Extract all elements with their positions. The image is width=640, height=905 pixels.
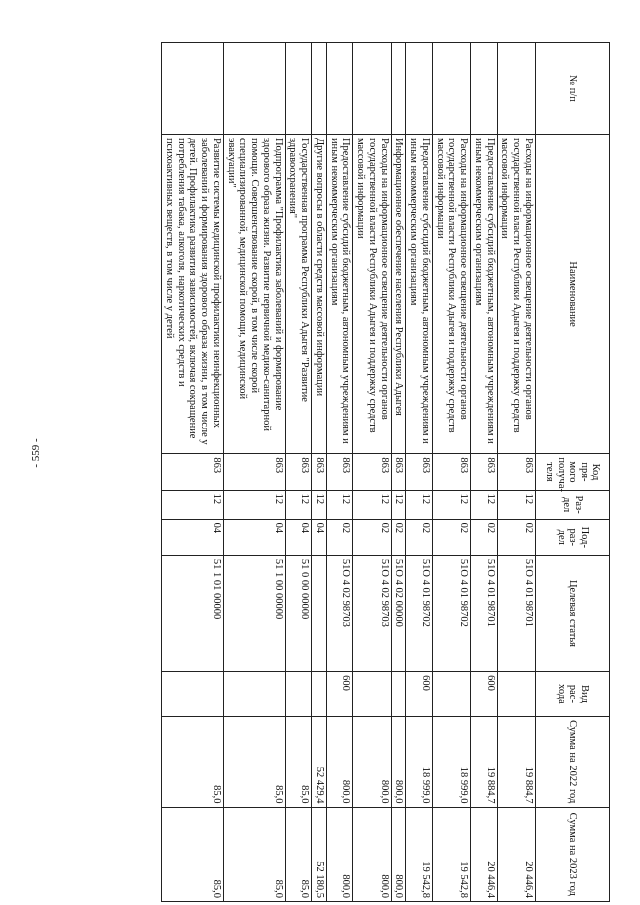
cell-name: Государственная программа Республики Адыгея "Развитие здравоохранения" — [285, 134, 312, 453]
page-number — [30, 438, 42, 468]
cell-article: 51О 4 01 98702 — [406, 555, 433, 671]
header-row — [536, 43, 610, 902]
cell-name: Другие вопросы в области средств массовой информации — [312, 134, 327, 453]
cell-article: 51О 4 01 98701 — [497, 555, 535, 671]
rotated-content — [60, 42, 610, 902]
table-row — [497, 43, 535, 902]
table-row — [433, 43, 471, 902]
cell-podrazdel: 02 — [353, 519, 391, 555]
table-row — [406, 43, 433, 902]
cell-name: Развитие системы медицинской профилактики неинфекционных заболеваний и формирования здорового образа жизни, в том числе у детей. Профилактика развития зависимостей, включая сокращение потребления табака, алкоголя, наркотических средств и психоактивных веществ, в том числе у детей — [162, 134, 224, 453]
cell-razdel: 12 — [224, 490, 286, 519]
cell-num — [406, 43, 433, 135]
table-row — [312, 43, 327, 902]
cell-code: 863 — [497, 454, 535, 490]
cell-sum-2022: 52 429,4 — [312, 716, 327, 807]
header-sum-2022: Сумма на 2022 год — [536, 716, 610, 807]
page-number-text: - 559 - — [30, 438, 42, 468]
cell-article: 51 0 00 00000 — [285, 555, 312, 671]
cell-name: Расходы на информационное освещение деятельности органов государственной власти Республики Адыгея и поддержку средств массовой информации — [353, 134, 391, 453]
cell-expense-type: 600 — [406, 672, 433, 717]
cell-expense-type — [162, 672, 224, 717]
cell-razdel: 12 — [406, 490, 433, 519]
cell-code: 863 — [406, 454, 433, 490]
cell-expense-type: 600 — [327, 672, 354, 717]
cell-num — [312, 43, 327, 135]
cell-podrazdel: 02 — [497, 519, 535, 555]
cell-code: 863 — [162, 454, 224, 490]
cell-sum-2023: 19 542,8 — [406, 807, 433, 901]
cell-sum-2022: 85,0 — [285, 716, 312, 807]
cell-name: Предоставление субсидий бюджетным, автономным учреждениям и иным некоммерческим организациям — [327, 134, 354, 453]
cell-razdel: 12 — [471, 490, 498, 519]
cell-article: 51О 4 01 98702 — [433, 555, 471, 671]
cell-sum-2022: 18 999,0 — [406, 716, 433, 807]
cell-expense-type — [224, 672, 286, 717]
header-article: Целевая статья — [536, 555, 610, 671]
cell-podrazdel: 02 — [391, 519, 406, 555]
cell-num — [327, 43, 354, 135]
cell-name: Информационное обеспечение населения Республики Адыгея — [391, 134, 406, 453]
cell-sum-2023: 85,0 — [162, 807, 224, 901]
cell-podrazdel: 04 — [312, 519, 327, 555]
cell-sum-2023: 85,0 — [285, 807, 312, 901]
cell-num — [224, 43, 286, 135]
cell-article: 51 1 00 00000 — [224, 555, 286, 671]
cell-sum-2023: 800,0 — [327, 807, 354, 901]
cell-podrazdel: 04 — [162, 519, 224, 555]
table-row — [285, 43, 312, 902]
cell-code: 863 — [391, 454, 406, 490]
cell-code: 863 — [353, 454, 391, 490]
table-row — [353, 43, 391, 902]
cell-sum-2023: 800,0 — [391, 807, 406, 901]
cell-razdel: 12 — [391, 490, 406, 519]
cell-code: 863 — [433, 454, 471, 490]
cell-sum-2023: 19 542,8 — [433, 807, 471, 901]
cell-razdel: 12 — [353, 490, 391, 519]
cell-num — [285, 43, 312, 135]
cell-code: 863 — [327, 454, 354, 490]
cell-expense-type — [391, 672, 406, 717]
cell-expense-type: 600 — [471, 672, 498, 717]
cell-podrazdel: 02 — [471, 519, 498, 555]
cell-razdel: 12 — [285, 490, 312, 519]
table-row — [162, 43, 224, 902]
cell-num — [162, 43, 224, 135]
header-code: Код пря-мого получа-теля — [536, 454, 610, 490]
cell-name: Расходы на информационное освещение деятельности органов государственной власти Республики Адыгея и поддержку средств массовой информации — [433, 134, 471, 453]
cell-podrazdel: 02 — [406, 519, 433, 555]
header-sum-2023: Сумма на 2023 год — [536, 807, 610, 901]
cell-podrazdel: 04 — [285, 519, 312, 555]
cell-razdel: 12 — [433, 490, 471, 519]
cell-razdel: 12 — [162, 490, 224, 519]
table-row — [471, 43, 498, 902]
rotated-page — [60, 42, 610, 902]
cell-sum-2023: 20 446,4 — [497, 807, 535, 901]
cell-razdel: 12 — [312, 490, 327, 519]
cell-article: 51О 4 01 98701 — [471, 555, 498, 671]
header-razdel: Раз-дел — [536, 490, 610, 519]
table-row — [327, 43, 354, 902]
cell-sum-2023: 20 446,4 — [471, 807, 498, 901]
cell-sum-2022: 85,0 — [162, 716, 224, 807]
cell-sum-2022: 19 884,7 — [497, 716, 535, 807]
cell-razdel: 12 — [327, 490, 354, 519]
cell-code: 863 — [285, 454, 312, 490]
cell-expense-type — [312, 672, 327, 717]
cell-podrazdel: 02 — [327, 519, 354, 555]
cell-code: 863 — [471, 454, 498, 490]
cell-podrazdel: 02 — [433, 519, 471, 555]
cell-article: 51 1 01 00000 — [162, 555, 224, 671]
cell-num — [433, 43, 471, 135]
cell-razdel: 12 — [497, 490, 535, 519]
cell-sum-2022: 19 884,7 — [471, 716, 498, 807]
cell-name: Предоставление субсидий бюджетным, автономным учреждениям и иным некоммерческим организациям — [406, 134, 433, 453]
cell-name: Расходы на информационное освещение деятельности органов государственной власти Республики Адыгея и поддержку средств массовой информации — [497, 134, 535, 453]
cell-article: 51О 4 02 00000 — [391, 555, 406, 671]
table-row — [224, 43, 286, 902]
header-podrazdel: Под-раз-дел — [536, 519, 610, 555]
table-row — [391, 43, 406, 902]
budget-table — [161, 42, 610, 902]
cell-sum-2022: 800,0 — [391, 716, 406, 807]
cell-code: 863 — [312, 454, 327, 490]
cell-expense-type — [353, 672, 391, 717]
cell-expense-type — [433, 672, 471, 717]
cell-expense-type — [285, 672, 312, 717]
header-num: № п/п — [536, 43, 610, 135]
cell-article: 51О 4 02 98703 — [327, 555, 354, 671]
header-expense-type: Вид рас-хода — [536, 672, 610, 717]
cell-num — [497, 43, 535, 135]
cell-article: 51О 4 02 98703 — [353, 555, 391, 671]
cell-sum-2022: 85,0 — [224, 716, 286, 807]
cell-sum-2023: 800,0 — [353, 807, 391, 901]
cell-num — [471, 43, 498, 135]
header-name: Наименование — [536, 134, 610, 453]
cell-num — [353, 43, 391, 135]
cell-expense-type — [497, 672, 535, 717]
cell-sum-2023: 85,0 — [224, 807, 286, 901]
cell-sum-2022: 18 999,0 — [433, 716, 471, 807]
cell-code: 863 — [224, 454, 286, 490]
cell-sum-2022: 800,0 — [353, 716, 391, 807]
cell-name: Предоставление субсидий бюджетным, автономным учреждениям и иным некоммерческим организациям — [471, 134, 498, 453]
cell-podrazdel: 04 — [224, 519, 286, 555]
cell-sum-2022: 800,0 — [327, 716, 354, 807]
cell-name: Подпрограмма "Профилактика заболеваний и формирование здорового образа жизни. Развитие первичной медико-санитарной помощи. Совершенствование скорой, в том числе скорой специализированной, медицинской помощи, медицинской эвакуации" — [224, 134, 286, 453]
cell-sum-2023: 52 180,5 — [312, 807, 327, 901]
cell-num — [391, 43, 406, 135]
cell-article — [312, 555, 327, 671]
